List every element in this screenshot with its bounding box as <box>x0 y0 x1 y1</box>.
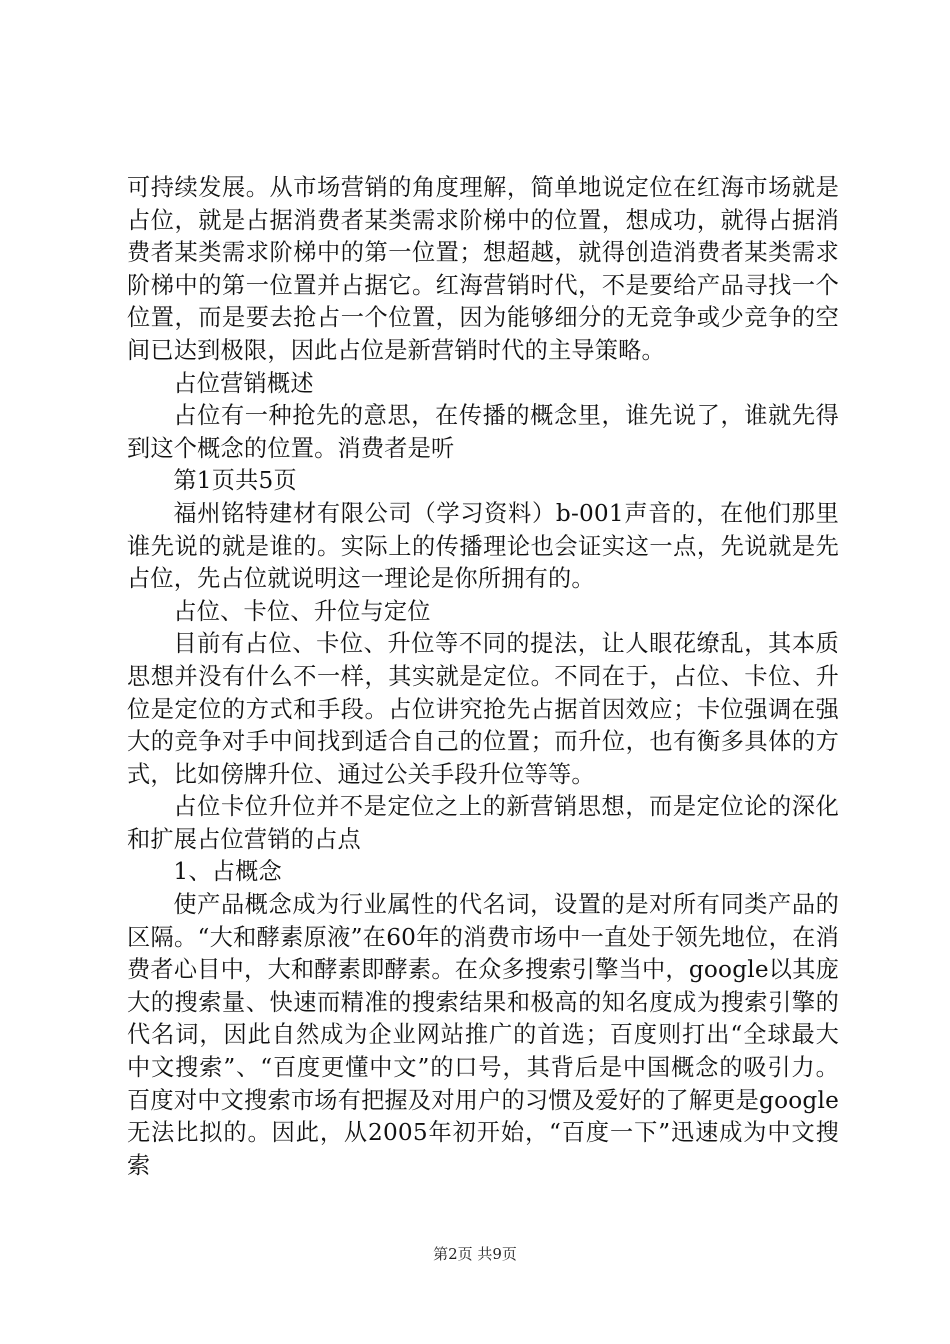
paragraph: 目前有占位、卡位、升位等不同的提法，让人眼花缭乱，其本质思想并没有什么不一样，其实就是定位。不同在于，占位、卡位、升位是定位的方式和手段。占位讲究抢先占据首因效应；卡位强调在强大的竞争对手中间找到适合自己的位置；而升位，也有衡多具体的方式，比如傍牌升位、通过公关手段升位等等。 <box>127 630 839 788</box>
paragraph: 福州铭特建材有限公司（学习资料）b-001声音的，在他们那里谁先说的就是谁的。实际上的传播理论也会证实这一点，先说就是先占位，先占位就说明这一理论是你所拥有的。 <box>127 499 839 593</box>
section-heading: 1、占概念 <box>173 858 282 886</box>
paragraph: 可持续发展。从市场营销的角度理解，简单地说定位在红海市场就是占位，就是占据消费者某类需求阶梯中的位置，想成功，就得占据消费者某类需求阶梯中的第一位置；想超越，就得创造消费者某类需求阶梯中的第一位置并占据它。红海营销时代，不是要给产品寻找一个位置，而是要去抢占一个位置，因为能够细分的无竞争或少竞争的空间已达到极限，因此占位是新营销时代的主导策略。 <box>127 174 839 364</box>
paragraph: 使产品概念成为行业属性的代名词，设置的是对所有同类产品的区隔。“大和酵素原液”在60年的消费市场中一直处于领先地位，在消费者心目中，大和酵素即酵素。在众多搜索引擎当中，google以其庞大的搜索量、快速而精准的搜索结果和极高的知名度成为搜索引擎的代名词，因此自然成为企业网站推广的首选；百度则打出“全球最大中文搜索”、“百度更懂中文”的口号，其背后是中国概念的吸引力。百度对中文搜索市场有把握及对用户的习惯及爱好的了解更是google无法比拟的。因此，从2005年初开始，“百度一下”迅速成为中文搜索 <box>127 891 839 1179</box>
page-footer: 第2页 共9页 <box>433 1245 517 1263</box>
inline-page-marker: 第1页共5页 <box>173 467 297 495</box>
paragraph: 占位有一种抢先的意思，在传播的概念里，谁先说了，谁就先得到这个概念的位置。消费者是听 <box>127 402 839 462</box>
section-heading: 占位、卡位、升位与定位 <box>173 597 431 625</box>
document-body <box>127 172 839 1182</box>
section-heading: 占位营销概述 <box>173 369 314 397</box>
paragraph: 占位卡位升位并不是定位之上的新营销思想，而是定位论的深化和扩展占位营销的占点 <box>127 793 839 853</box>
